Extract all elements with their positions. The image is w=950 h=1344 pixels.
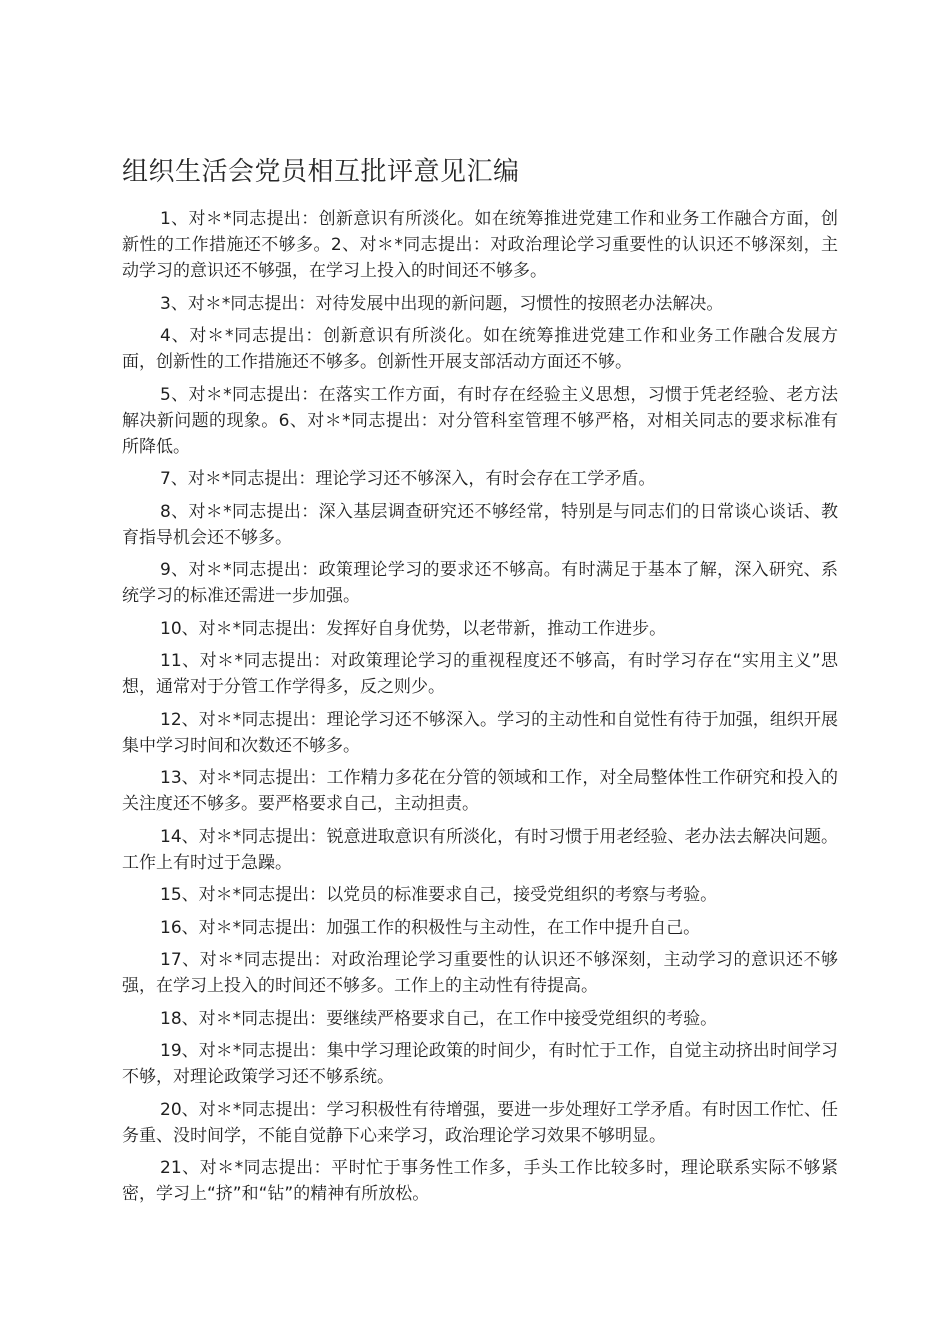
paragraph-list: [122, 206, 838, 1207]
document-page: [122, 152, 838, 1214]
paragraph-15: 15、对＊*同志提出：以党员的标准要求自己，接受党组织的考察与考验。: [160, 885, 718, 905]
paragraph-16: 16、对＊*同志提出：加强工作的积极性与主动性，在工作中提升自己。: [160, 917, 701, 938]
paragraph-20: 20、对＊*同志提出：学习积极性有待增强，要进一步处理好工学矛盾。有时因工作忙、任务重、没时间学，不能自觉静下心来学习，政治理论学习效果不够明显。: [122, 1099, 838, 1146]
paragraph-13: 13、对＊*同志提出：工作精力多花在分管的领域和工作，对全局整体性工作研究和投入的关注度还不够多。要严格要求自己，主动担责。: [122, 768, 838, 814]
paragraph-8: 8、对＊*同志提出：深入基层调查研究还不够经常，特别是与同志们的日常谈心谈话、教育指导机会还不够多。: [122, 501, 838, 548]
paragraph-3: 3、对＊*同志提出：对待发展中出现的新问题，习惯性的按照老办法解决。: [160, 293, 724, 314]
paragraph-5: 5、对＊*同志提出：在落实工作方面，有时存在经验主义思想，习惯于凭老经验、老方法解决新问题的现象。6、对＊*同志提出：对分管科室管理不够严格，对相关同志的要求标准有所降低。: [122, 384, 838, 457]
paragraph-14: 14、对＊*同志提出：锐意进取意识有所淡化，有时习惯于用老经验、老办法去解决问题。工作上有时过于急躁。: [122, 826, 838, 873]
paragraph-1: 1、对＊*同志提出：创新意识有所淡化。如在统筹推进党建工作和业务工作融合方面，创新性的工作措施还不够多。2、对＊*同志提出：对政治理论学习重要性的认识还不够深刻，主动学习的意识还不够强，在学习上投入的时间还不够多。: [122, 209, 838, 281]
paragraph-19: 19、对＊*同志提出：集中学习理论政策的时间少，有时忙于工作，自觉主动挤出时间学习不够，对理论政策学习还不够系统。: [122, 1041, 838, 1087]
paragraph-7: 7、对＊*同志提出：理论学习还不够深入，有时会存在工学矛盾。: [160, 469, 656, 489]
paragraph-9: 9、对＊*同志提出：政策理论学习的要求还不够高。有时满足于基本了解，深入研究、系统学习的标准还需进一步加强。: [122, 560, 838, 606]
paragraph-21: 21、对＊*同志提出：平时忙于事务性工作多，手头工作比较多时，理论联系实际不够紧密，学习上“挤”和“钻”的精神有所放松。: [122, 1158, 838, 1204]
paragraph-11: 11、对＊*同志提出：对政策理论学习的重视程度还不够高，有时学习存在“实用主义”思想，通常对于分管工作学得多，反之则少。: [122, 651, 838, 697]
paragraph-4: 4、对＊*同志提出：创新意识有所淡化。如在统筹推进党建工作和业务工作融合发展方面，创新性的工作措施还不够多。创新性开展支部活动方面还不够。: [122, 326, 838, 372]
paragraph-18: 18、对＊*同志提出：要继续严格要求自己，在工作中接受党组织的考验。: [160, 1008, 718, 1029]
paragraph-17: 17、对＊*同志提出：对政治理论学习重要性的认识还不够深刻，主动学习的意识还不够强，在学习上投入的时间还不够多。工作上的主动性有待提高。: [122, 950, 838, 996]
document-title: 组织生活会党员相互批评意见汇编: [122, 157, 520, 187]
paragraph-10: 10、对＊*同志提出：发挥好自身优势，以老带新，推动工作进步。: [160, 618, 667, 639]
paragraph-12: 12、对＊*同志提出：理论学习还不够深入。学习的主动性和自觉性有待于加强，组织开展集中学习时间和次数还不够多。: [122, 709, 838, 756]
